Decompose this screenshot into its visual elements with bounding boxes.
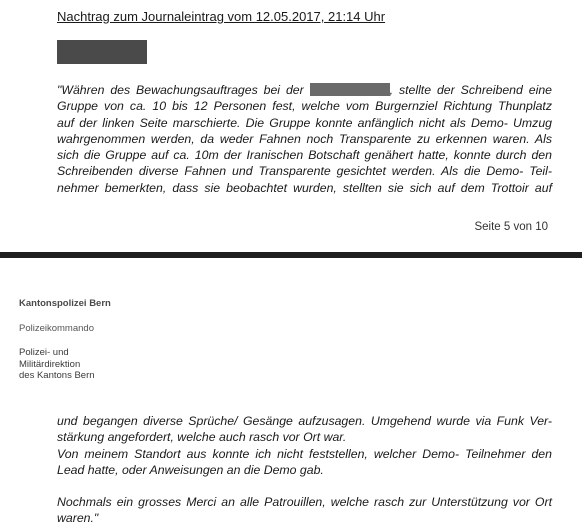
- letterhead-organization: Kantonspolizei Bern: [19, 298, 111, 309]
- paragraph-line: wahrgenommen werden, da weder Fahnen noch Transparente zu erkennen waren. Als: [57, 131, 552, 146]
- report-paragraph: [57, 82, 552, 196]
- directorate-line: Polizei- und: [19, 347, 69, 358]
- paragraph-line: Schreibenden diverse Fahnen und Transparente gesichtet werden. Als die Demo- Teil-: [57, 164, 552, 179]
- continuation-line: waren.": [57, 511, 99, 526]
- paragraph-gap: [57, 478, 552, 494]
- continuation-line: Nochmals ein grosses Merci an alle Patrouillen, welche rasch zur Unterstützung vor Ort: [57, 495, 552, 510]
- paragraph-line: auf der linken Seite marschierte. Die Gruppe konnte anfänglich nicht als Demo- Umzug: [57, 115, 552, 130]
- continuation-line: Von meinem Standort aus konnte ich nicht feststellen, welcher Demo- Teilnehmer den: [57, 446, 552, 461]
- paragraph-line: Gruppe von ca. 10 bis 12 Personen fest, welche vom Burgernziel Richtung Thunplatz: [57, 99, 552, 114]
- redaction-block: [57, 40, 147, 64]
- directorate-line: des Kantons Bern: [19, 370, 95, 381]
- continuation-line: und begangen diverse Sprüche/ Gesänge aufzusagen. Umgehend wurde via Funk Ver-: [57, 414, 552, 428]
- inline-redaction: [310, 83, 390, 96]
- page-divider: [0, 252, 582, 258]
- letterhead-directorate: [19, 347, 139, 382]
- letterhead-department: Polizeikommando: [19, 323, 94, 334]
- directorate-line: Militärdirektion: [19, 358, 81, 370]
- report-continuation: [57, 413, 552, 527]
- document-page-top: [0, 0, 582, 252]
- paragraph-line: sich die Gruppe auf ca. 10m der Iranischen Botschaft genähert hatte, konnte durch den: [57, 148, 552, 163]
- page-number: Seite 5 von 10: [474, 221, 548, 233]
- continuation-line: Lead hatte, oder Anweisungen an die Demo gab.: [57, 462, 324, 477]
- paragraph-line: nehmer bemerkten, dass sie beobachtet wurden, stellten sie sich auf dem Trottoir auf: [57, 180, 552, 195]
- paragraph-line: "Währen des Bewachungsauftrages bei der , stellte der Schreibend eine: [57, 83, 552, 97]
- journal-entry-heading: Nachtrag zum Journaleintrag vom 12.05.2017, 21:14 Uhr: [57, 9, 386, 24]
- continuation-line: stärkung angefordert, welche auch rasch vor Ort war.: [57, 430, 347, 445]
